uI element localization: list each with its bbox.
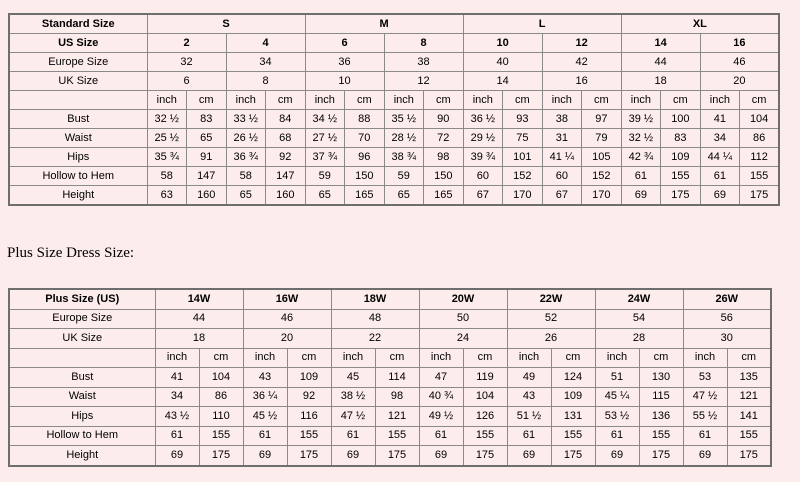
us-size-cell: 14 xyxy=(621,34,700,53)
plus-unit-row xyxy=(9,348,771,368)
measurement-value: 59 xyxy=(384,167,424,186)
plus-uk-size-cell: 24 xyxy=(419,329,507,349)
plus-measurement-value: 175 xyxy=(639,446,683,466)
measurement-value: 101 xyxy=(503,148,543,167)
measurement-value: 32 ½ xyxy=(621,129,661,148)
plus-size-table xyxy=(8,288,772,467)
measurement-value: 44 ¼ xyxy=(700,148,740,167)
measurement-value: 67 xyxy=(463,186,503,206)
unit-inch-cell: inch xyxy=(384,91,424,110)
measurement-value: 83 xyxy=(661,129,701,148)
plus-measurement-value: 69 xyxy=(683,446,727,466)
plus-measurement-label: Hips xyxy=(9,407,155,427)
measurement-value: 92 xyxy=(266,148,306,167)
uk-size-cell: 10 xyxy=(305,72,384,91)
plus-measurement-value: 61 xyxy=(419,426,463,446)
plus-measurement-value: 61 xyxy=(595,426,639,446)
measurement-value: 65 xyxy=(226,186,266,206)
measurement-value: 98 xyxy=(424,148,464,167)
measurement-value: 79 xyxy=(582,129,622,148)
plus-measurement-value: 47 ½ xyxy=(683,387,727,407)
plus-unit-cm-cell: cm xyxy=(727,348,771,368)
measurement-value: 147 xyxy=(266,167,306,186)
europe-size-cell: 34 xyxy=(226,53,305,72)
plus-unit-cm-cell: cm xyxy=(287,348,331,368)
plus-measurement-value: 53 xyxy=(683,368,727,388)
measurement-value: 86 xyxy=(740,129,780,148)
plus-measurement-value: 98 xyxy=(375,387,419,407)
measurement-value: 152 xyxy=(503,167,543,186)
plus-measurement-value: 155 xyxy=(639,426,683,446)
unit-cm-cell: cm xyxy=(503,91,543,110)
plus-us-size-cell: 24W xyxy=(595,289,683,309)
plus-measurement-value: 61 xyxy=(331,426,375,446)
plus-europe-size-cell: 52 xyxy=(507,309,595,329)
plus-measurement-value: 51 xyxy=(595,368,639,388)
plus-size-title: Plus Size Dress Size: xyxy=(7,245,135,261)
plus-measurement-value: 155 xyxy=(727,426,771,446)
measurement-row xyxy=(9,110,779,129)
plus-measurement-value: 136 xyxy=(639,407,683,427)
unit-row-blank xyxy=(9,91,147,110)
plus-measurement-value: 155 xyxy=(287,426,331,446)
measurement-value: 150 xyxy=(424,167,464,186)
measurement-value: 175 xyxy=(740,186,780,206)
plus-unit-inch-cell: inch xyxy=(507,348,551,368)
measurement-value: 150 xyxy=(345,167,385,186)
standard-size-header: Standard Size xyxy=(9,14,147,34)
us-size-cell: 4 xyxy=(226,34,305,53)
plus-measurement-value: 55 ½ xyxy=(683,407,727,427)
measurement-value: 39 ¾ xyxy=(463,148,503,167)
measurement-value: 36 ¾ xyxy=(226,148,266,167)
unit-inch-cell: inch xyxy=(621,91,661,110)
measurement-value: 39 ½ xyxy=(621,110,661,129)
measurement-row xyxy=(9,167,779,186)
uk-size-cell: 16 xyxy=(542,72,621,91)
plus-measurement-value: 53 ½ xyxy=(595,407,639,427)
measurement-value: 152 xyxy=(582,167,622,186)
us-size-label: US Size xyxy=(9,34,147,53)
letter-size-cell: XL xyxy=(621,14,779,34)
uk-size-cell: 6 xyxy=(147,72,226,91)
plus-measurement-value: 110 xyxy=(199,407,243,427)
plus-europe-size-cell: 50 xyxy=(419,309,507,329)
us-size-cell: 6 xyxy=(305,34,384,53)
plus-uk-size-row xyxy=(9,329,771,349)
plus-unit-inch-cell: inch xyxy=(683,348,727,368)
plus-unit-inch-cell: inch xyxy=(155,348,199,368)
europe-size-cell: 32 xyxy=(147,53,226,72)
measurement-value: 104 xyxy=(740,110,780,129)
plus-measurement-value: 155 xyxy=(375,426,419,446)
measurement-value: 175 xyxy=(661,186,701,206)
measurement-value: 38 ¾ xyxy=(384,148,424,167)
plus-unit-inch-cell: inch xyxy=(419,348,463,368)
measurement-value: 33 ½ xyxy=(226,110,266,129)
letter-size-cell: M xyxy=(305,14,463,34)
measurement-value: 88 xyxy=(345,110,385,129)
plus-measurement-value: 45 ½ xyxy=(243,407,287,427)
measurement-value: 68 xyxy=(266,129,306,148)
measurement-value: 170 xyxy=(503,186,543,206)
measurement-value: 27 ½ xyxy=(305,129,345,148)
plus-europe-size-cell: 46 xyxy=(243,309,331,329)
plus-measurement-value: 92 xyxy=(287,387,331,407)
plus-us-size-cell: 18W xyxy=(331,289,419,309)
measurement-row xyxy=(9,186,779,206)
measurement-value: 96 xyxy=(345,148,385,167)
measurement-value: 31 xyxy=(542,129,582,148)
uk-size-row xyxy=(9,72,779,91)
plus-unit-cm-cell: cm xyxy=(551,348,595,368)
plus-size-header: Plus Size (US) xyxy=(9,289,155,309)
measurement-value: 36 ½ xyxy=(463,110,503,129)
us-size-row xyxy=(9,34,779,53)
plus-us-size-cell: 22W xyxy=(507,289,595,309)
plus-measurement-label: Height xyxy=(9,446,155,466)
measurement-label: Bust xyxy=(9,110,147,129)
measurement-value: 97 xyxy=(582,110,622,129)
plus-uk-size-cell: 30 xyxy=(683,329,771,349)
measurement-value: 42 ¾ xyxy=(621,148,661,167)
europe-size-cell: 36 xyxy=(305,53,384,72)
measurement-value: 155 xyxy=(661,167,701,186)
plus-measurement-value: 49 ½ xyxy=(419,407,463,427)
plus-measurement-value: 175 xyxy=(199,446,243,466)
measurement-value: 58 xyxy=(147,167,187,186)
letter-size-row xyxy=(9,14,779,34)
plus-measurement-value: 45 xyxy=(331,368,375,388)
measurement-value: 67 xyxy=(542,186,582,206)
plus-measurement-value: 61 xyxy=(683,426,727,446)
unit-inch-cell: inch xyxy=(226,91,266,110)
plus-measurement-label: Waist xyxy=(9,387,155,407)
plus-measurement-value: 61 xyxy=(507,426,551,446)
plus-measurement-value: 135 xyxy=(727,368,771,388)
unit-cm-cell: cm xyxy=(424,91,464,110)
plus-measurement-value: 175 xyxy=(727,446,771,466)
plus-measurement-value: 155 xyxy=(199,426,243,446)
uk-size-cell: 12 xyxy=(384,72,463,91)
uk-size-cell: 8 xyxy=(226,72,305,91)
us-size-cell: 8 xyxy=(384,34,463,53)
measurement-value: 65 xyxy=(305,186,345,206)
measurement-value: 60 xyxy=(542,167,582,186)
plus-measurement-value: 119 xyxy=(463,368,507,388)
unit-cm-cell: cm xyxy=(187,91,227,110)
unit-cm-cell: cm xyxy=(345,91,385,110)
measurement-value: 63 xyxy=(147,186,187,206)
plus-measurement-value: 43 ½ xyxy=(155,407,199,427)
plus-measurement-value: 175 xyxy=(463,446,507,466)
measurement-value: 84 xyxy=(266,110,306,129)
plus-measurement-value: 41 xyxy=(155,368,199,388)
plus-measurement-value: 121 xyxy=(727,387,771,407)
plus-us-size-row xyxy=(9,289,771,309)
plus-uk-size-cell: 26 xyxy=(507,329,595,349)
plus-uk-size-label: UK Size xyxy=(9,329,155,349)
plus-measurement-value: 114 xyxy=(375,368,419,388)
measurement-value: 90 xyxy=(424,110,464,129)
plus-measurement-value: 47 ½ xyxy=(331,407,375,427)
measurement-value: 160 xyxy=(187,186,227,206)
plus-unit-inch-cell: inch xyxy=(243,348,287,368)
plus-measurement-value: 175 xyxy=(375,446,419,466)
measurement-value: 25 ½ xyxy=(147,129,187,148)
plus-measurement-value: 69 xyxy=(507,446,551,466)
measurement-value: 170 xyxy=(582,186,622,206)
plus-measurement-value: 51 ½ xyxy=(507,407,551,427)
plus-measurement-value: 43 xyxy=(243,368,287,388)
measurement-value: 35 ½ xyxy=(384,110,424,129)
unit-cm-cell: cm xyxy=(661,91,701,110)
unit-cm-cell: cm xyxy=(582,91,622,110)
measurement-value: 165 xyxy=(345,186,385,206)
measurement-value: 155 xyxy=(740,167,780,186)
measurement-value: 61 xyxy=(621,167,661,186)
measurement-value: 91 xyxy=(187,148,227,167)
measurement-value: 59 xyxy=(305,167,345,186)
plus-measurement-value: 34 xyxy=(155,387,199,407)
measurement-value: 35 ¾ xyxy=(147,148,187,167)
plus-measurement-row xyxy=(9,368,771,388)
plus-unit-cm-cell: cm xyxy=(463,348,507,368)
plus-measurement-row xyxy=(9,426,771,446)
plus-measurement-value: 104 xyxy=(463,387,507,407)
plus-measurement-row xyxy=(9,407,771,427)
plus-unit-inch-cell: inch xyxy=(331,348,375,368)
measurement-value: 65 xyxy=(187,129,227,148)
unit-row xyxy=(9,91,779,110)
plus-us-size-cell: 16W xyxy=(243,289,331,309)
unit-inch-cell: inch xyxy=(305,91,345,110)
measurement-value: 75 xyxy=(503,129,543,148)
plus-uk-size-cell: 18 xyxy=(155,329,243,349)
plus-europe-size-cell: 44 xyxy=(155,309,243,329)
measurement-value: 34 xyxy=(700,129,740,148)
measurement-value: 112 xyxy=(740,148,780,167)
plus-measurement-value: 175 xyxy=(287,446,331,466)
plus-uk-size-cell: 20 xyxy=(243,329,331,349)
us-size-cell: 10 xyxy=(463,34,542,53)
measurement-value: 32 ½ xyxy=(147,110,187,129)
europe-size-label: Europe Size xyxy=(9,53,147,72)
measurement-row xyxy=(9,129,779,148)
plus-measurement-value: 69 xyxy=(243,446,287,466)
measurement-value: 61 xyxy=(700,167,740,186)
uk-size-cell: 18 xyxy=(621,72,700,91)
plus-measurement-label: Hollow to Hem xyxy=(9,426,155,446)
europe-size-cell: 44 xyxy=(621,53,700,72)
measurement-value: 58 xyxy=(226,167,266,186)
unit-inch-cell: inch xyxy=(542,91,582,110)
measurement-label: Hollow to Hem xyxy=(9,167,147,186)
measurement-label: Height xyxy=(9,186,147,206)
plus-europe-size-label: Europe Size xyxy=(9,309,155,329)
measurement-value: 160 xyxy=(266,186,306,206)
plus-measurement-value: 47 xyxy=(419,368,463,388)
unit-inch-cell: inch xyxy=(463,91,503,110)
plus-europe-size-row xyxy=(9,309,771,329)
measurement-value: 93 xyxy=(503,110,543,129)
plus-unit-cm-cell: cm xyxy=(375,348,419,368)
plus-measurement-value: 155 xyxy=(551,426,595,446)
us-size-cell: 12 xyxy=(542,34,621,53)
plus-measurement-value: 69 xyxy=(595,446,639,466)
plus-europe-size-cell: 48 xyxy=(331,309,419,329)
plus-measurement-value: 121 xyxy=(375,407,419,427)
measurement-value: 65 xyxy=(384,186,424,206)
measurement-value: 147 xyxy=(187,167,227,186)
plus-measurement-value: 86 xyxy=(199,387,243,407)
uk-size-label: UK Size xyxy=(9,72,147,91)
plus-measurement-value: 36 ¼ xyxy=(243,387,287,407)
plus-measurement-value: 38 ½ xyxy=(331,387,375,407)
plus-measurement-value: 130 xyxy=(639,368,683,388)
plus-unit-row-blank xyxy=(9,348,155,368)
plus-unit-cm-cell: cm xyxy=(639,348,683,368)
plus-measurement-value: 115 xyxy=(639,387,683,407)
unit-cm-cell: cm xyxy=(740,91,780,110)
measurement-value: 37 ¾ xyxy=(305,148,345,167)
plus-measurement-value: 175 xyxy=(551,446,595,466)
uk-size-cell: 14 xyxy=(463,72,542,91)
measurement-value: 26 ½ xyxy=(226,129,266,148)
europe-size-cell: 40 xyxy=(463,53,542,72)
measurement-value: 83 xyxy=(187,110,227,129)
measurement-value: 105 xyxy=(582,148,622,167)
measurement-value: 41 ¼ xyxy=(542,148,582,167)
letter-size-cell: S xyxy=(147,14,305,34)
measurement-value: 69 xyxy=(700,186,740,206)
plus-uk-size-cell: 28 xyxy=(595,329,683,349)
plus-measurement-value: 104 xyxy=(199,368,243,388)
measurement-value: 28 ½ xyxy=(384,129,424,148)
plus-us-size-cell: 20W xyxy=(419,289,507,309)
measurement-value: 60 xyxy=(463,167,503,186)
us-size-cell: 16 xyxy=(700,34,779,53)
plus-measurement-value: 69 xyxy=(331,446,375,466)
plus-measurement-value: 43 xyxy=(507,387,551,407)
europe-size-cell: 38 xyxy=(384,53,463,72)
plus-unit-inch-cell: inch xyxy=(595,348,639,368)
measurement-label: Waist xyxy=(9,129,147,148)
measurement-value: 34 ½ xyxy=(305,110,345,129)
plus-measurement-value: 141 xyxy=(727,407,771,427)
measurement-value: 72 xyxy=(424,129,464,148)
measurement-value: 69 xyxy=(621,186,661,206)
unit-inch-cell: inch xyxy=(700,91,740,110)
europe-size-cell: 46 xyxy=(700,53,779,72)
measurement-value: 70 xyxy=(345,129,385,148)
plus-measurement-value: 40 ¾ xyxy=(419,387,463,407)
us-size-cell: 2 xyxy=(147,34,226,53)
measurement-value: 29 ½ xyxy=(463,129,503,148)
plus-europe-size-cell: 54 xyxy=(595,309,683,329)
measurement-value: 165 xyxy=(424,186,464,206)
plus-us-size-cell: 26W xyxy=(683,289,771,309)
plus-measurement-value: 61 xyxy=(243,426,287,446)
plus-uk-size-cell: 22 xyxy=(331,329,419,349)
measurement-value: 38 xyxy=(542,110,582,129)
plus-measurement-value: 124 xyxy=(551,368,595,388)
letter-size-cell: L xyxy=(463,14,621,34)
standard-size-table xyxy=(8,13,780,206)
plus-measurement-value: 49 xyxy=(507,368,551,388)
plus-measurement-value: 109 xyxy=(551,387,595,407)
plus-measurement-row xyxy=(9,387,771,407)
plus-measurement-value: 109 xyxy=(287,368,331,388)
plus-europe-size-cell: 56 xyxy=(683,309,771,329)
plus-measurement-value: 69 xyxy=(155,446,199,466)
measurement-row xyxy=(9,148,779,167)
europe-size-cell: 42 xyxy=(542,53,621,72)
measurement-value: 109 xyxy=(661,148,701,167)
plus-measurement-row xyxy=(9,446,771,466)
measurement-value: 100 xyxy=(661,110,701,129)
plus-measurement-value: 155 xyxy=(463,426,507,446)
plus-measurement-value: 69 xyxy=(419,446,463,466)
unit-inch-cell: inch xyxy=(147,91,187,110)
plus-measurement-value: 126 xyxy=(463,407,507,427)
unit-cm-cell: cm xyxy=(266,91,306,110)
plus-measurement-label: Bust xyxy=(9,368,155,388)
europe-size-row xyxy=(9,53,779,72)
plus-measurement-value: 61 xyxy=(155,426,199,446)
plus-measurement-value: 131 xyxy=(551,407,595,427)
plus-unit-cm-cell: cm xyxy=(199,348,243,368)
plus-us-size-cell: 14W xyxy=(155,289,243,309)
measurement-label: Hips xyxy=(9,148,147,167)
plus-measurement-value: 116 xyxy=(287,407,331,427)
plus-measurement-value: 45 ¼ xyxy=(595,387,639,407)
uk-size-cell: 20 xyxy=(700,72,779,91)
measurement-value: 41 xyxy=(700,110,740,129)
